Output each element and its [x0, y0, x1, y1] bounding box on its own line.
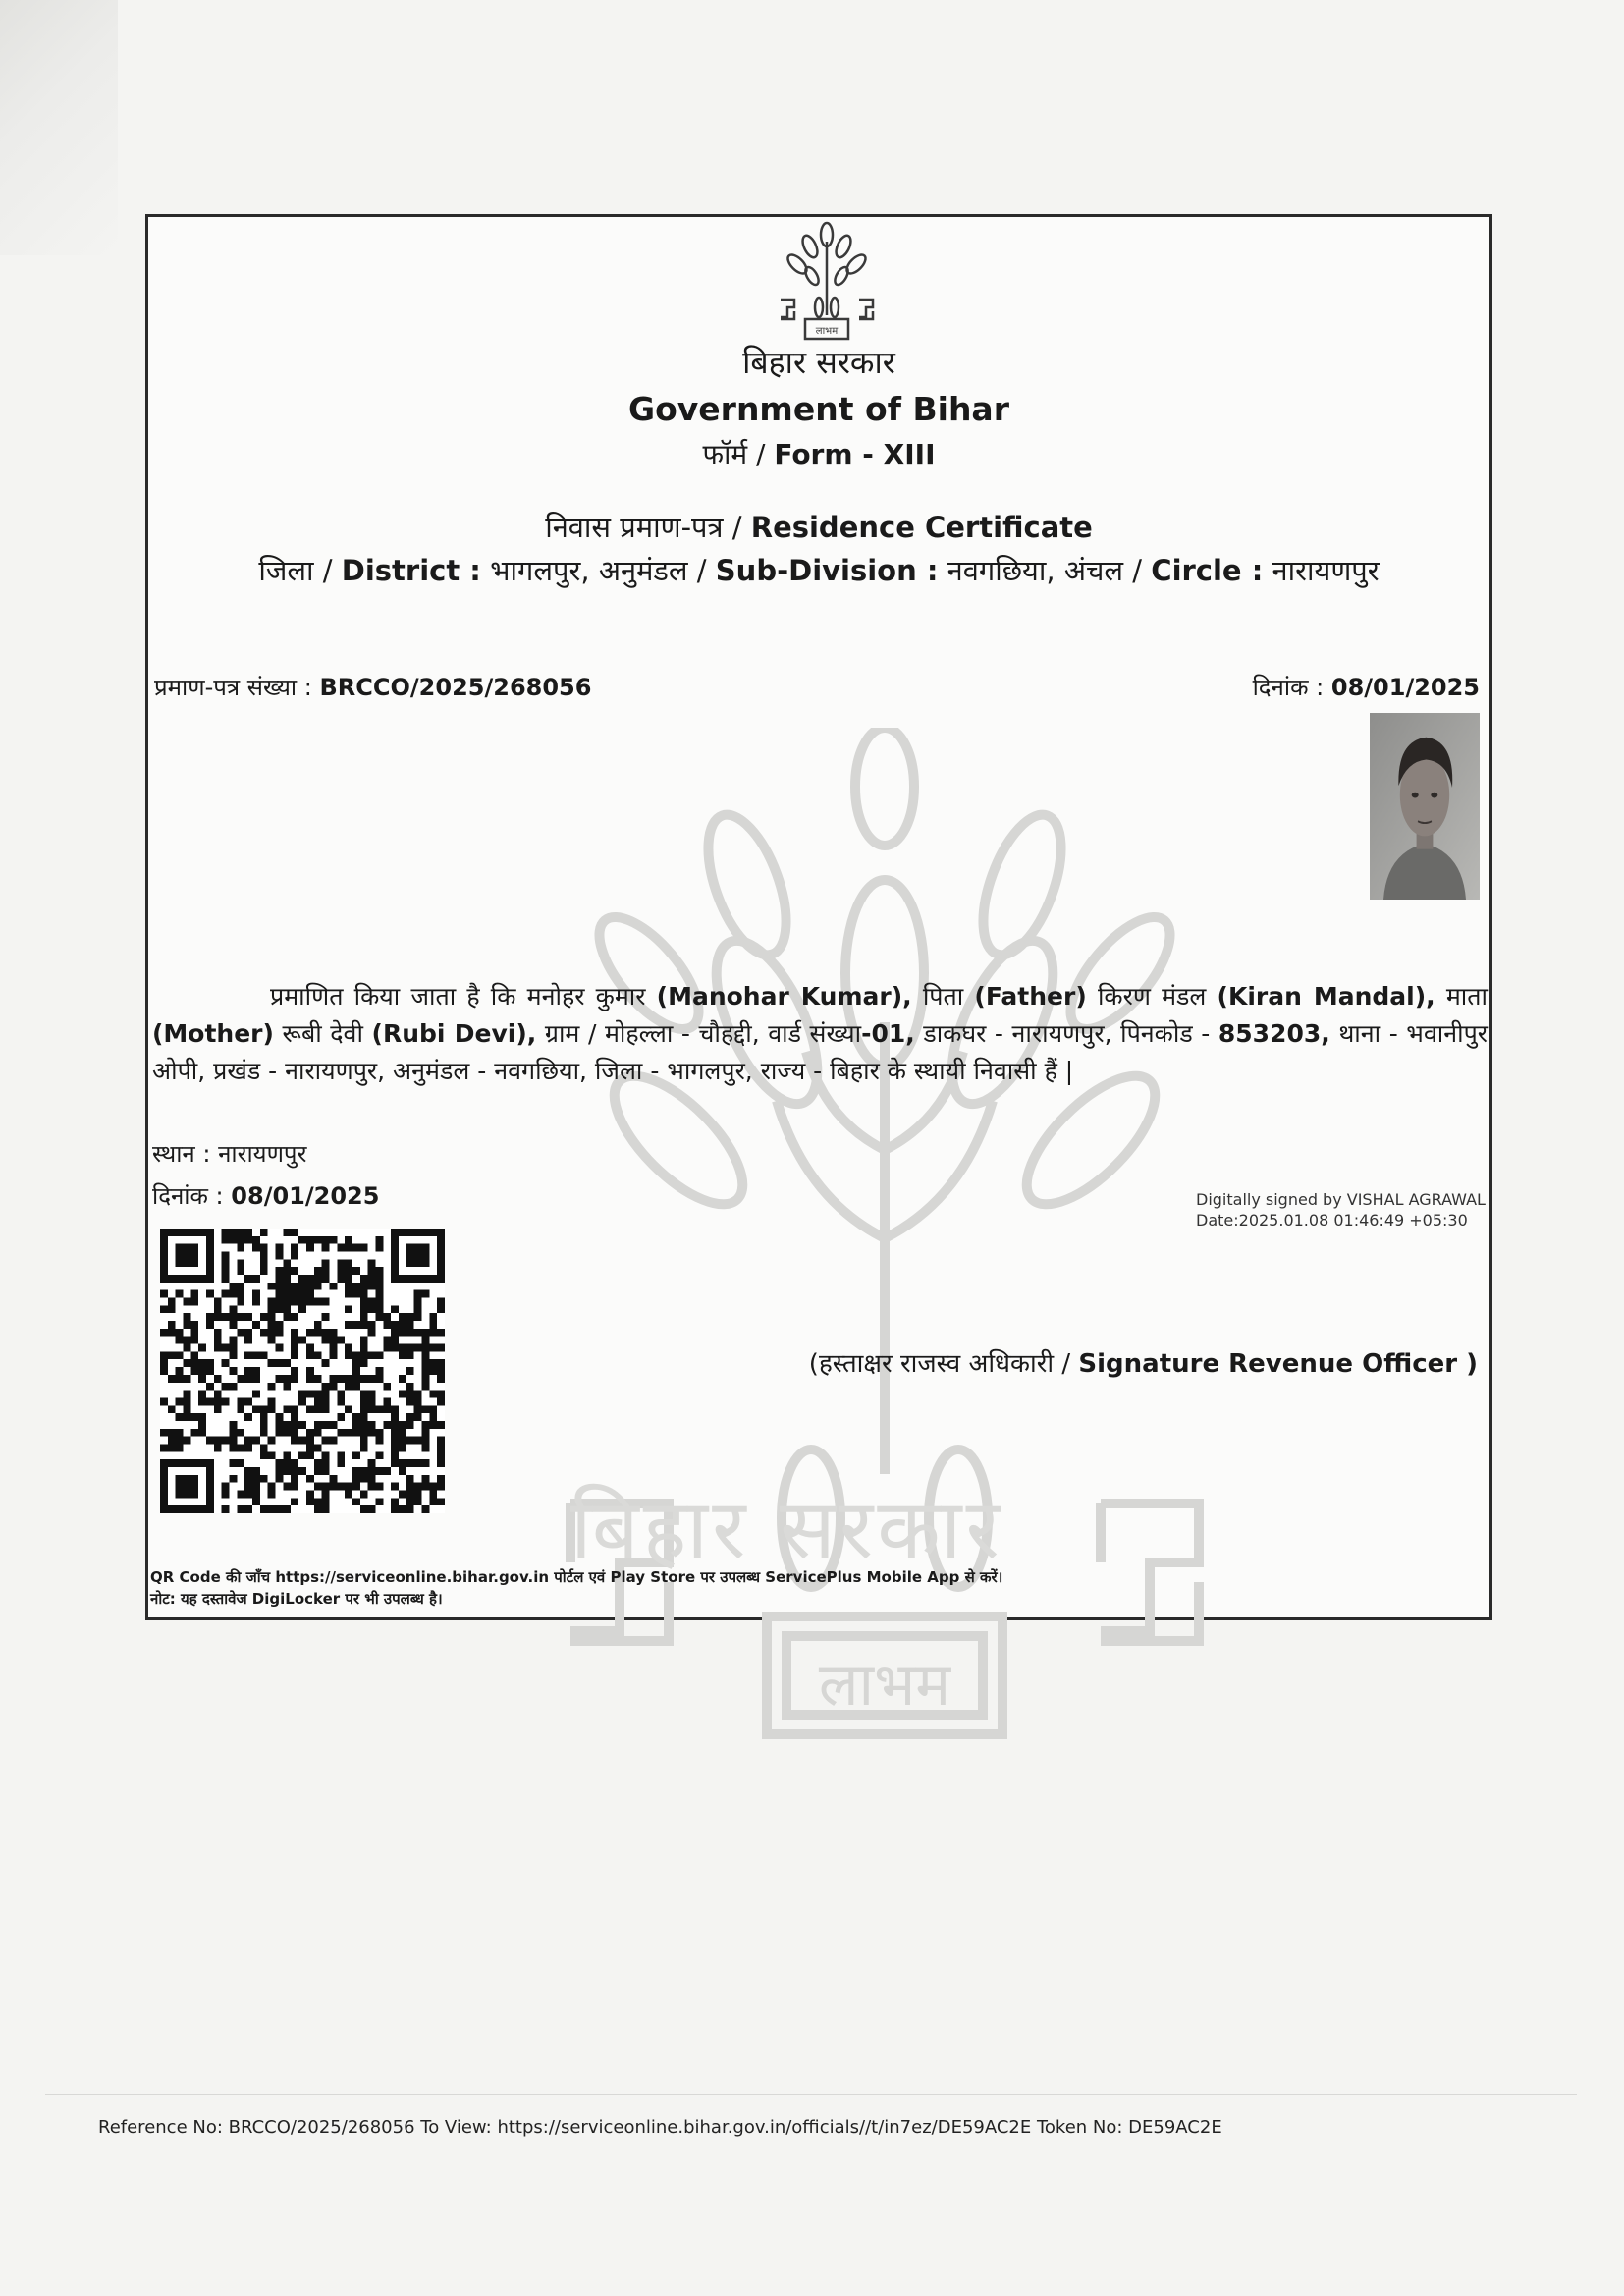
qr-note-line-2: नोट: यह दस्तावेज DigiLocker पर भी उपलब्ध है।: [150, 1590, 443, 1608]
emblem-seal-text: लाभम: [815, 326, 839, 337]
circle-label-hindi: अंचल /: [1063, 554, 1143, 587]
page-fold-shadow: [0, 0, 118, 255]
certificate-body: [152, 978, 1488, 1090]
body-text-2: पिता: [922, 982, 964, 1011]
body-text-1: प्रमाणित किया जाता है कि मनोहर कुमार: [270, 982, 646, 1011]
issue-date: [1253, 671, 1480, 703]
place-label: स्थान :: [152, 1140, 211, 1168]
title-english: Residence Certificate: [750, 511, 1093, 544]
certificate: [145, 214, 1492, 1720]
digital-signature-note: [1196, 1189, 1486, 1230]
digital-signature-line-1: Digitally signed by VISHAL AGRAWAL: [1196, 1190, 1486, 1209]
signature-label-english: Signature Revenue Officer ): [1078, 1349, 1478, 1379]
bihar-emblem-icon: [773, 217, 881, 343]
certificate-number: [154, 671, 591, 703]
body-text-7: डाकघर - नारायणपुर, पिनकोड -: [923, 1019, 1211, 1048]
ward-number: -01,: [861, 1019, 915, 1048]
subdivision-label-english: Sub-Division :: [715, 554, 939, 587]
bottom-date-label: दिनांक :: [152, 1182, 224, 1210]
mother-label: (Mother): [152, 1019, 274, 1048]
qr-note-line-1: QR Code की जाँच https://serviceonline.bihar.gov.in पोर्टल एवं Play Store पर उपलब्ध ServicePlus Mobile App से करें।: [150, 1568, 1003, 1586]
digital-signature-line-2: Date:2025.01.08 01:46:49 +05:30: [1196, 1211, 1468, 1230]
body-text-3: किरण मंडल: [1097, 982, 1207, 1011]
certificate-number-value: BRCCO/2025/268056: [319, 674, 592, 701]
father-label: (Father): [974, 982, 1087, 1011]
subdivision-value: नवगछिया,: [947, 554, 1056, 587]
father-name-english: (Kiran Mandal),: [1217, 982, 1435, 1011]
place: [152, 1137, 306, 1170]
district-label-english: District :: [341, 554, 481, 587]
signature-block: [809, 1344, 1478, 1380]
applicant-name-english: (Manohar Kumar),: [656, 982, 912, 1011]
subdivision-label-hindi: अनुमंडल /: [598, 554, 707, 587]
applicant-photo: [1370, 713, 1480, 900]
district-value: भागलपुर,: [490, 554, 590, 587]
issue-date-value: 08/01/2025: [1330, 674, 1480, 701]
pin-code: 853203,: [1218, 1019, 1330, 1048]
bottom-date-value: 08/01/2025: [231, 1182, 380, 1210]
form-number: [148, 435, 1489, 472]
bottom-date: [152, 1179, 379, 1212]
body-text-8: थाना - भवानीपुर ओपी, प्रखंड - नारायणपुर, अनुमंडल - नवगछिया, जिला - भागलपुर, राज्य - बिहार के स्थायी निवासी हैं |: [152, 1019, 1489, 1085]
org-name-hindi: बिहार सरकार: [742, 344, 895, 381]
org-name-english: Government of Bihar: [628, 390, 1009, 428]
body-text-4: माता: [1445, 982, 1488, 1011]
qr-code-icon: [160, 1229, 445, 1513]
circle-label-english: Circle :: [1151, 554, 1264, 587]
signature-label-hindi: (हस्ताक्षर राजस्व अधिकारी /: [808, 1349, 1071, 1379]
location-line: [148, 551, 1489, 589]
qr-note: [150, 1566, 1002, 1610]
certificate-title: [148, 508, 1489, 546]
watermark-text: बिहार सरकार: [570, 1481, 1003, 1577]
watermark-seal-text: लाभम: [818, 1651, 951, 1720]
place-value: नारायणपुर: [218, 1140, 307, 1168]
form-label-english: Form - XIII: [774, 438, 936, 470]
body-text-5: रूबी देवी: [282, 1019, 363, 1048]
reference-line: Reference No: BRCCO/2025/268056 To View: https://serviceonline.bihar.gov.in/officials//t/in7ez/DE59AC2E Token No: DE59AC2E: [98, 2117, 1222, 2138]
mother-name-english: (Rubi Devi),: [371, 1019, 537, 1048]
issue-date-label: दिनांक :: [1252, 674, 1325, 701]
title-hindi: निवास प्रमाण-पत्र /: [545, 511, 742, 544]
district-label-hindi: जिला /: [258, 554, 333, 587]
bihar-emblem-watermark: [531, 728, 1238, 1798]
form-label-hindi: फॉर्म /: [702, 438, 766, 470]
certificate-number-label: प्रमाण-पत्र संख्या :: [154, 674, 312, 701]
footer-divider: [45, 2094, 1577, 2095]
body-text-6: ग्राम / मोहल्ला - चौहद्दी, वार्ड संख्या: [544, 1019, 862, 1048]
circle-value: नारायणपुर: [1272, 554, 1380, 587]
